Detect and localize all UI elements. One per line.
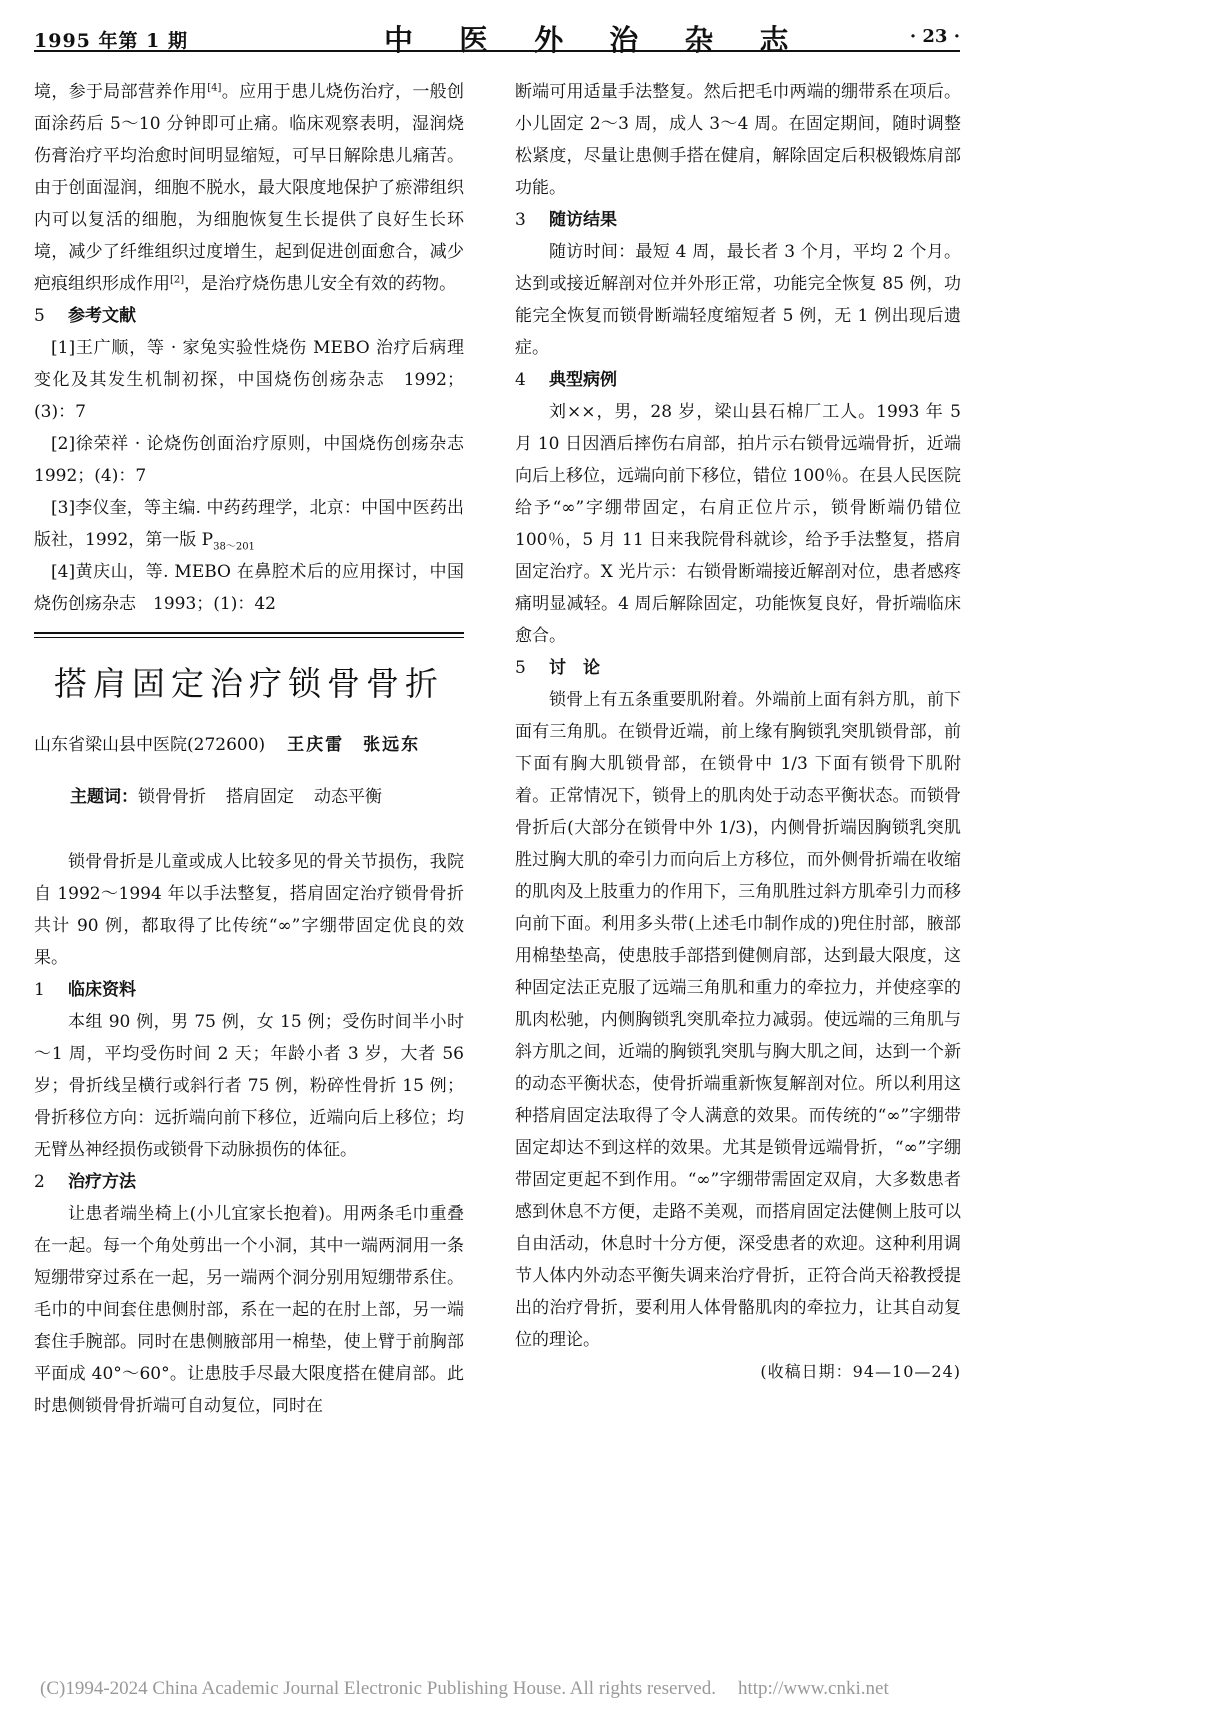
- section-4-text: 刘××，男，28 岁，梁山县石棉厂工人。1993 年 5 月 10 日因酒后摔伤右肩部，拍片示右锁骨远端骨折，近端向后上移位，远端向前下移位，错位 100％。在县人民医院给予“∞”字绷带固定，右肩正位片示，锁骨断端仍错位 100％，5 月 11 日来我院骨科就诊，给予手法整复，搭肩固定治疗。X 光片示：右锁骨断端接近解剖对位，患者感疼痛明显减轻。4 周后解除固定，功能恢复良好，骨折端临床愈合。: [515, 402, 961, 646]
- keywords-label: 主题词：: [70, 787, 138, 807]
- section-heading-1: 1 临床资料: [34, 980, 136, 1000]
- keywords: [70, 782, 464, 812]
- section-5-text: 锁骨上有五条重要肌附着。外端前上面有斜方肌，前下面有三角肌。在锁骨近端，前上缘有胸锁乳突肌锁骨部，前下面有胸大肌锁骨部，在锁骨中 1/3 下面有锁骨下肌附着。正常情况下，锁骨上的肌肉处于动态平衡状态。而锁骨骨折后(大部分在锁骨中外 1/3)，内侧骨折端因胸锁乳突肌胜过胸大肌的牵引力而向后上方移位，而外侧骨折端在收缩的肌肉及上肢重力的作用下，三角肌胜过斜方肌牵引力而移向前下面。利用多头带(上述毛巾制作成的)兜住肘部，腋部用棉垫垫高，使患肢手部搭到健侧肩部，达到最大限度，这种固定法正克服了远端三角肌和重力的牵拉力，并使痉挛的肌肉松驰，内侧胸锁乳突肌牵拉力减弱。使远端的三角肌与斜方肌之间，近端的胸锁乳突肌与胸大肌之间，达到一个新的动态平衡状态，使骨折端重新恢复解剖对位。所以利用这种搭肩固定法取得了令人满意的效果。而传统的“∞”字绷带固定却达不到这样的效果。尤其是锁骨远端骨折，“∞”字绷带固定更起不到作用。“∞”字绷带需固定双肩，大多数患者感到休息不方便，走路不美观，而搭肩固定法健侧上肢可以自由活动，休息时十分方便，深受患者的欢迎。这种利用调节人体内外动态平衡失调来治疗骨折，正符合尚天裕教授提出的治疗骨折，要利用人体骨骼肌肉的牵拉力，让其自动复位的理论。: [515, 690, 961, 1350]
- copyright-text: (C)1994-2024 China Academic Journal Electronic Publishing House. All rights reserved.: [40, 1678, 716, 1699]
- article-divider: [34, 630, 464, 642]
- affiliation: 山东省梁山县中医院(272600): [34, 735, 266, 755]
- section-heading-2: 2 治疗方法: [34, 1172, 136, 1192]
- received-date: (收稿日期：94—10—24): [760, 1362, 961, 1381]
- citation-4: [4]: [207, 82, 222, 94]
- footer-url[interactable]: http://www.cnki.net: [737, 1678, 889, 1699]
- section-1-text: 本组 90 例，男 75 例，女 15 例；受伤时间半小时～1 周，平均受伤时间 2 天；年龄小者 3 岁，大者 56 岁；骨折线呈横行或斜行者 75 例，粉碎性骨折 15 例；骨折移位方向：远折端向前下移位，近端向后上移位；均无臂丛神经损伤或锁骨下动脉损伤的体征。: [34, 1012, 464, 1160]
- citation-2: [2]: [170, 274, 185, 286]
- header-rule: [34, 50, 960, 52]
- article-title: 搭肩固定治疗锁骨骨折: [54, 664, 444, 703]
- keyword: 动态平衡: [314, 787, 382, 807]
- authors: 王庆雷 张远东: [287, 735, 421, 755]
- reference-2: [2]徐荣祥 · 论烧伤创面治疗原则，中国烧伤创疡杂志 1992；(4)：7: [34, 434, 481, 486]
- keyword: 搭肩固定: [226, 787, 294, 807]
- prev-article-paragraph: 境，参于局部营养作用[4]。应用于患儿烧伤治疗，一般创面涂药后 5～10 分钟即可止痛。临床观察表明，湿润烧伤膏治疗平均治愈时间明显缩短，可早日解除患儿痛苦。由于创面湿润，细胞不脱水，最大限度地保护了瘀滞组织内可以复活的细胞，为细胞恢复生长提供了良好生长环境，减少了纤维组织过度增生，起到促进创面愈合，减少疤痕组织形成作用[2]，是治疗烧伤患儿安全有效的药物。: [34, 82, 465, 294]
- page-number: · 23 ·: [909, 26, 960, 47]
- section-2-continued: 断端可用适量手法整复。然后把毛巾两端的绷带系在项后。小儿固定 2～3 周，成人 3～4 周。在固定期间，随时调整松紧度，尽量让患侧手搭在健肩，解除固定后积极锻炼肩部功能。: [515, 82, 961, 198]
- journal-title: 中 医 外 治 杂 志: [384, 23, 807, 57]
- keyword: 锁骨骨折: [138, 787, 206, 807]
- section-heading-3: 3 随访结果: [515, 210, 617, 230]
- reference-3: [3]李仪奎，等主编. 中药药理学，北京：中国中医药出版社，1992，第一版 $P_{38\sim 201}$: [34, 498, 464, 553]
- reference-4: [4]黄庆山，等. MEBO 在鼻腔术后的应用探讨，中国烧伤创疡杂志 1993；(1)：42: [34, 562, 464, 614]
- intro-paragraph: 锁骨骨折是儿童或成人比较多见的骨关节损伤，我院自 1992～1994 年以手法整复，搭肩固定治疗锁骨骨折共计 90 例，都取得了比传统“∞”字绷带固定优良的效果。: [34, 852, 464, 968]
- page-header: [34, 18, 960, 62]
- right-column: [515, 76, 961, 1388]
- section-heading-4: 4 典型病例: [515, 370, 617, 390]
- section-3-text: 随访时间：最短 4 周，最长者 3 个月，平均 2 个月。达到或接近解剖对位并外形正常，功能完全恢复 85 例，功能完全恢复而锁骨断端轻度缩短者 5 例，无 1 例出现后遗症。: [515, 242, 961, 358]
- author-line: [34, 730, 464, 760]
- copyright-footer: [40, 1678, 889, 1700]
- reference-1: [1]王广顺，等 · 家兔实验性烧伤 MEBO 治疗后病理变化及其发生机制初探，中国烧伤创疡杂志 1992；(3)：7: [34, 338, 464, 422]
- references-heading: 5 参考文献: [34, 306, 136, 326]
- left-column: [34, 76, 481, 1422]
- section-2-text: 让患者端坐椅上(小儿宜家长抱着)。用两条毛巾重叠在一起。每一个角处剪出一个小洞，其中一端两洞用一条短绷带穿过系在一起，另一端两个洞分别用短绷带系住。毛巾的中间套住患侧肘部，系在一起的在肘上部，另一端套住手腕部。同时在患侧腋部用一棉垫，使上臂于前胸部平面成 40°～60°。让患肢手尽最大限度搭在健肩部。此时患侧锁骨骨折端可自动复位，同时在: [34, 1204, 464, 1416]
- section-heading-5: 5 讨 论: [515, 658, 600, 678]
- issue-label: 1995 年第 1 期: [34, 30, 188, 52]
